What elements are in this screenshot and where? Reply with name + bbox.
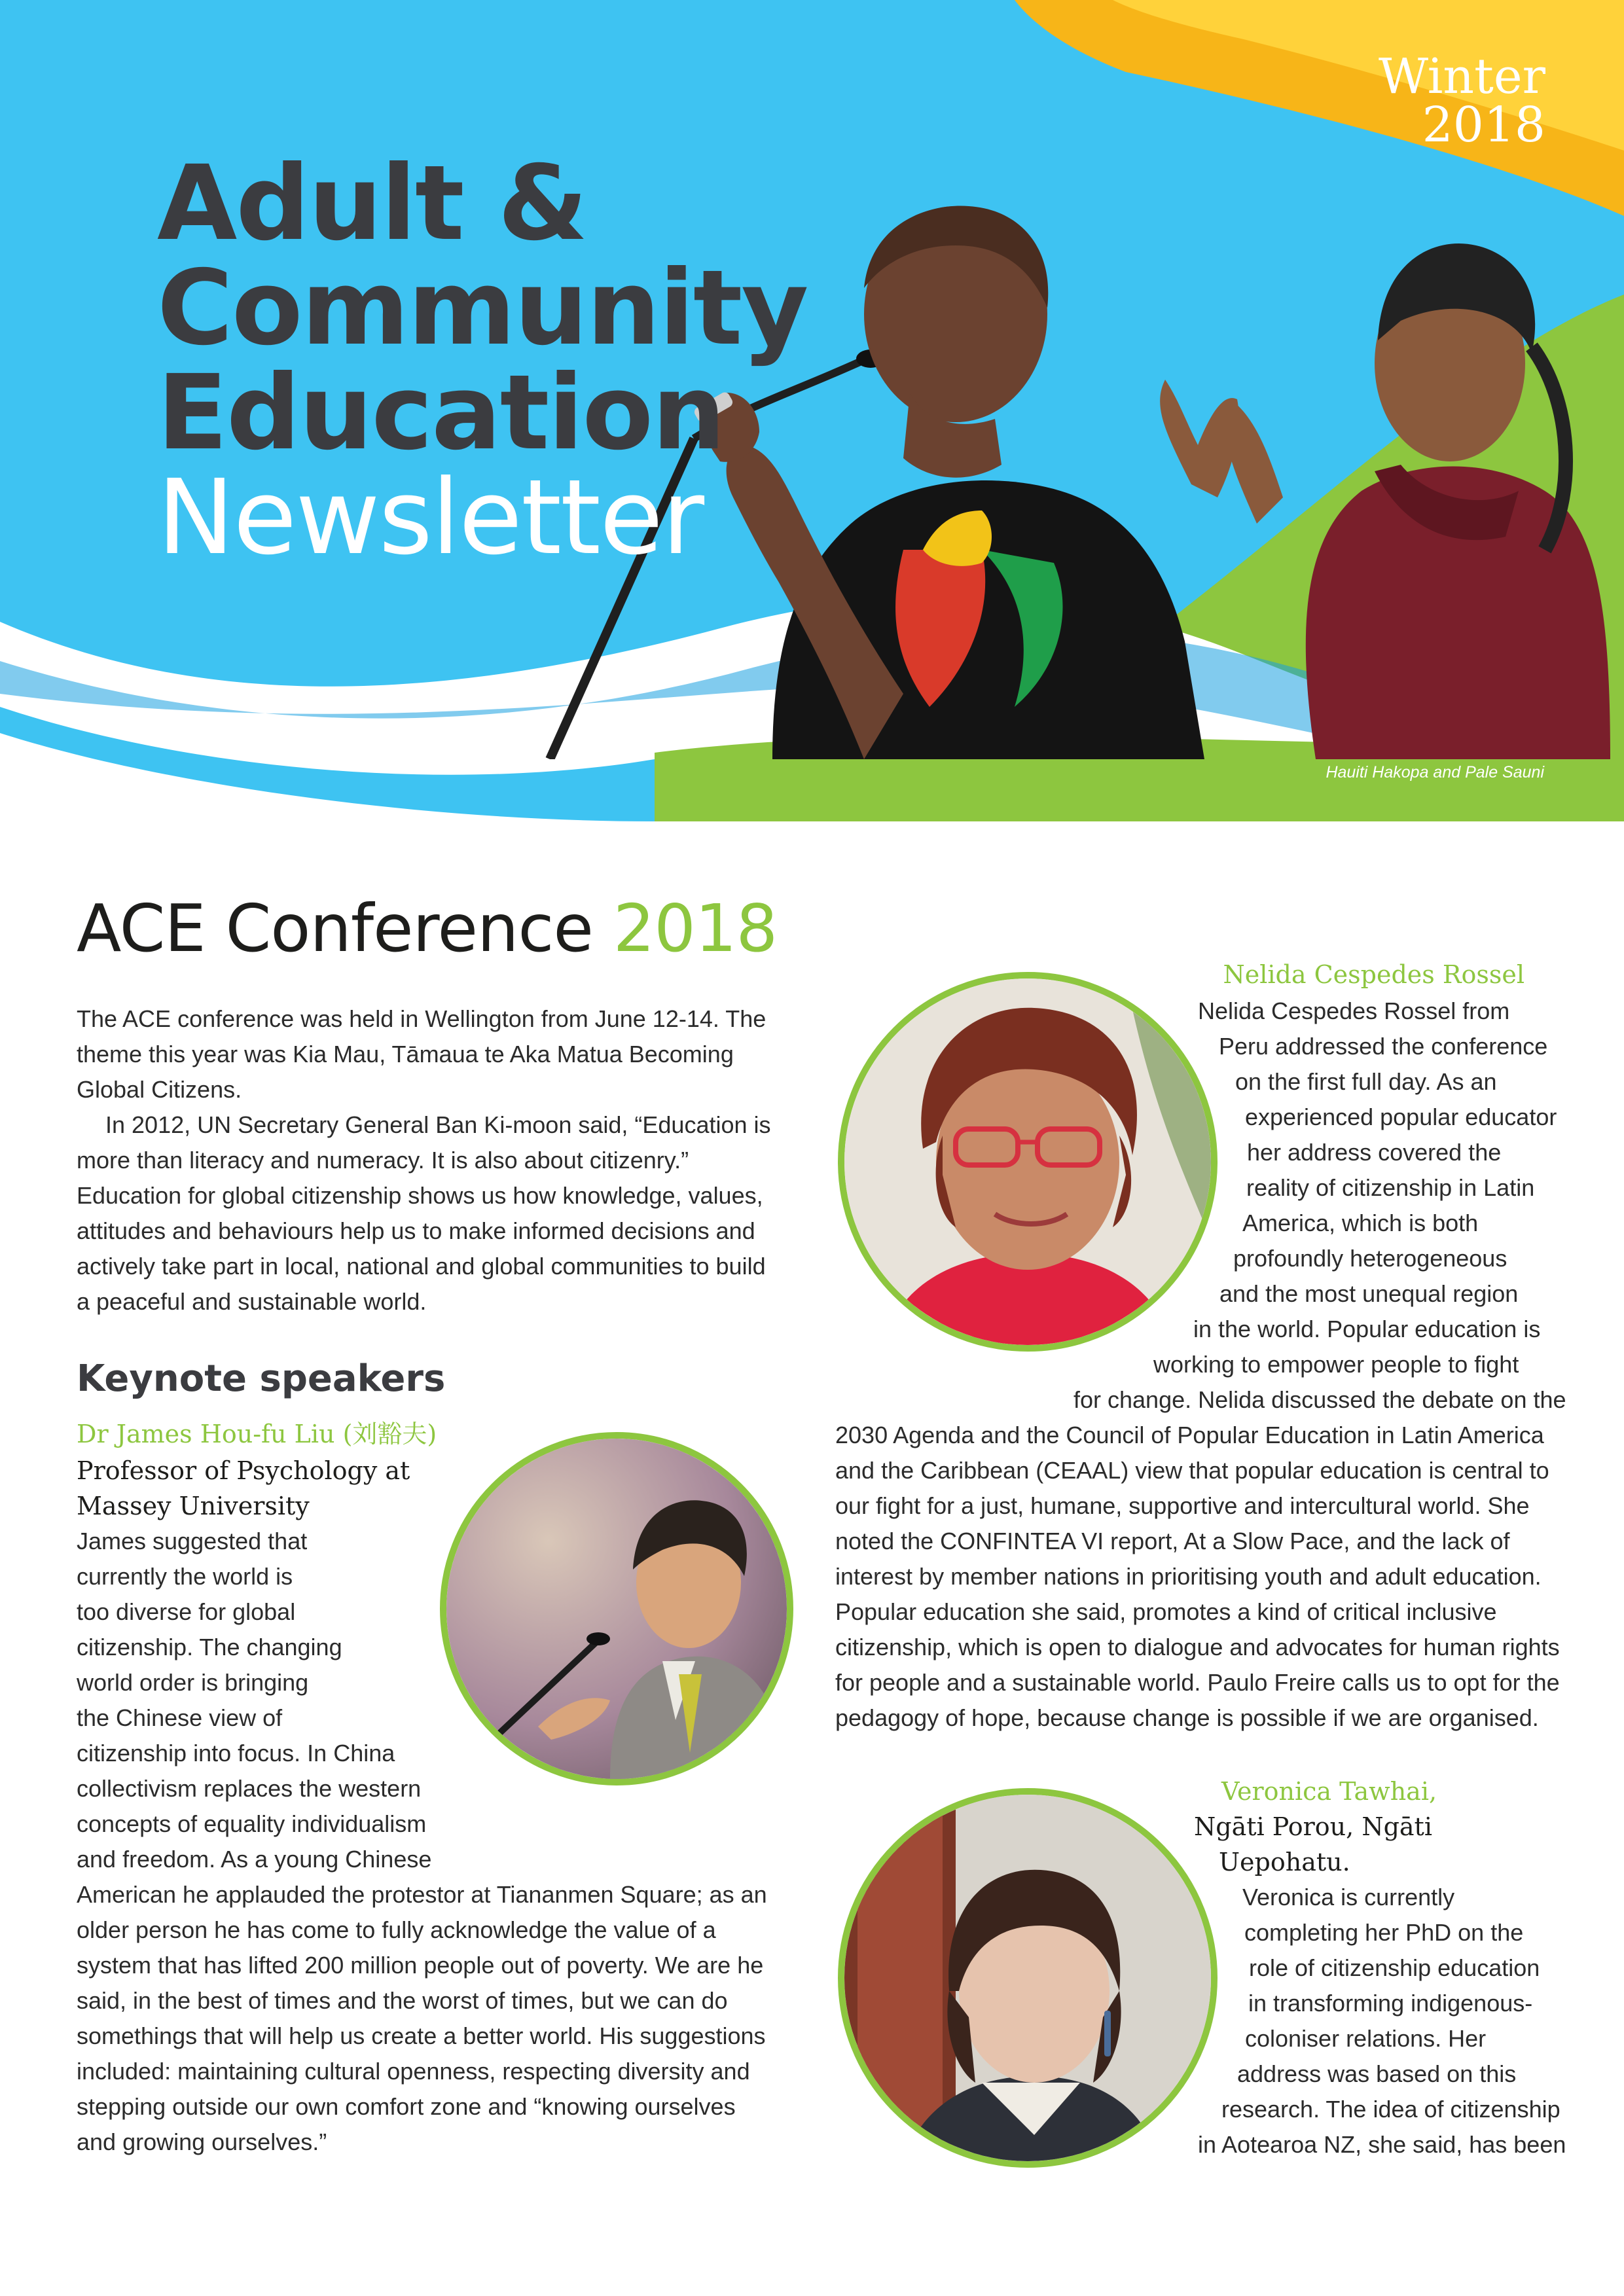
liu-line: James suggested that (77, 1528, 308, 1554)
speaker-liu-wrapped-text (77, 1524, 431, 1877)
masthead-line-2: Community (157, 248, 808, 368)
rossel-line: for change. Nelida discussed the debate on the (1074, 1386, 1566, 1413)
masthead-line-4: Newsletter (157, 457, 704, 578)
speaker-liu-name: Dr James Hou-fu Liu (刘豁夫) (77, 1420, 437, 1448)
speaker-rossel-portrait (844, 978, 1211, 1345)
rossel-line: reality of citizenship in Latin (1246, 1174, 1535, 1201)
rossel-line: on the first full day. As an (1235, 1068, 1497, 1095)
speaker-tawhai-photo (838, 1788, 1218, 2168)
rossel-line: Peru addressed the conference (1219, 1033, 1548, 1060)
speaker-tawhai-affiliation-1: Ngāti Porou, Ngāti (1194, 1812, 1432, 1841)
rossel-line: her address covered the (1247, 1139, 1502, 1166)
speaker-tawhai-portrait (844, 1795, 1211, 2161)
masthead-line-3: Education (157, 353, 725, 473)
liu-line: the Chinese view of (77, 1704, 283, 1731)
speaker-rossel-name: Nelida Cespedes Rossel (1223, 960, 1525, 989)
intro-paragraph-1: The ACE conference was held in Wellington from June 12-14. The theme this year was Kia Mau, Tāmaua te Aka Matua Becoming Global Citizens. (77, 1005, 767, 1103)
liu-line: collectivism replaces the western (77, 1775, 422, 1802)
keynote-heading: Keynote speakers (77, 1357, 446, 1400)
liu-line: world order is bringing (77, 1669, 309, 1696)
article-title (77, 890, 777, 967)
tawhai-line: research. The idea of citizenship (1221, 2096, 1561, 2123)
speaker-liu-photo (440, 1432, 793, 1785)
issue-year: 2018 (1422, 97, 1545, 153)
liu-line: citizenship into focus. In China (77, 1740, 395, 1767)
speaker-liu-full-text: American he applauded the protestor at Tiananmen Square; as an older person he has come to fully acknowledge the value of a system that has lifted 200 million people out of poverty. We are he said, in the best of times and the worst of times, but we can do somethings that will help us create a better world. His suggestions included: maintaining cultural openness, respecting diversity and stepping outside our own comfort zone and “knowing ourselves and growing ourselves.” (77, 1881, 767, 2155)
tawhai-line: Veronica is currently (1242, 1884, 1455, 1910)
tawhai-line: in Aotearoa NZ, she said, has been (1198, 2131, 1566, 2158)
tawhai-line: coloniser relations. Her (1245, 2025, 1487, 2052)
tawhai-line: address was based on this (1237, 2060, 1517, 2087)
speaker-liu-portrait (446, 1439, 787, 1779)
photo-caption: Hauiti Hakopa and Pale Sauni (1326, 763, 1544, 781)
masthead-line-1: Adult & (157, 143, 587, 264)
speaker-liu-title-1: Professor of Psychology at (77, 1456, 410, 1485)
speaker-tawhai-affiliation-2: Uepohatu. (1219, 1848, 1350, 1876)
liu-line: and freedom. As a young Chinese (77, 1846, 432, 1873)
issue-season-label: Winter (1379, 48, 1545, 105)
tawhai-line: in transforming indigenous- (1248, 1990, 1533, 2017)
speaker-liu-title-2: Massey University (77, 1492, 310, 1520)
liu-line: too diverse for global (77, 1598, 296, 1625)
liu-line: currently the world is (77, 1563, 293, 1590)
liu-line: concepts of equality individualism (77, 1810, 427, 1837)
liu-line: citizenship. The changing (77, 1634, 342, 1660)
rossel-line: profoundly heterogeneous (1233, 1245, 1507, 1272)
rossel-line: America, which is both (1242, 1210, 1479, 1236)
intro-paragraph-2: In 2012, UN Secretary General Ban Ki-moon said, “Education is more than literacy and numeracy. It is also about citizenry.” Education for global citizenship shows us how knowledge, values, attitudes and behaviours help us to make informed decisions and actively take part in local, national and global communities to build a peaceful and sustainable world. (77, 1111, 771, 1315)
speaker-rossel-full-text: 2030 Agenda and the Council of Popular Education in Latin America and the Caribbean (CEAAL) view that popular education is central to our fight for a just, humane, supportive and intercultural world. She noted the CONFINTEA VI report, At a Slow Pace, and the lack of interest by member nations in prioritising youth and adult education. Popular education she said, promotes a kind of critical inclusive citizenship, which is open to dialogue and advocates for human rights for people and a sustainable world. Paulo Freire calls us to opt for the pedagogy of hope, because change is possible if we are organised. (835, 1422, 1560, 1731)
article-title-text: ACE Conference (77, 890, 593, 967)
article-title-year: 2018 (613, 890, 778, 967)
rossel-line: experienced popular educator (1245, 1103, 1557, 1130)
speaker-tawhai-name: Veronica Tawhai, (1221, 1777, 1437, 1806)
rossel-line: working to empower people to fight (1153, 1351, 1519, 1378)
rossel-line: and the most unequal region (1219, 1280, 1519, 1307)
issue-season (1379, 48, 1545, 153)
tawhai-line: completing her PhD on the (1244, 1919, 1524, 1946)
rossel-line: Nelida Cespedes Rossel from (1198, 997, 1510, 1024)
rossel-line: in the world. Popular education is (1193, 1316, 1541, 1342)
speaker-rossel-photo (838, 972, 1218, 1352)
tawhai-line: role of citizenship education (1249, 1954, 1540, 1981)
intro-text (77, 1001, 777, 1319)
